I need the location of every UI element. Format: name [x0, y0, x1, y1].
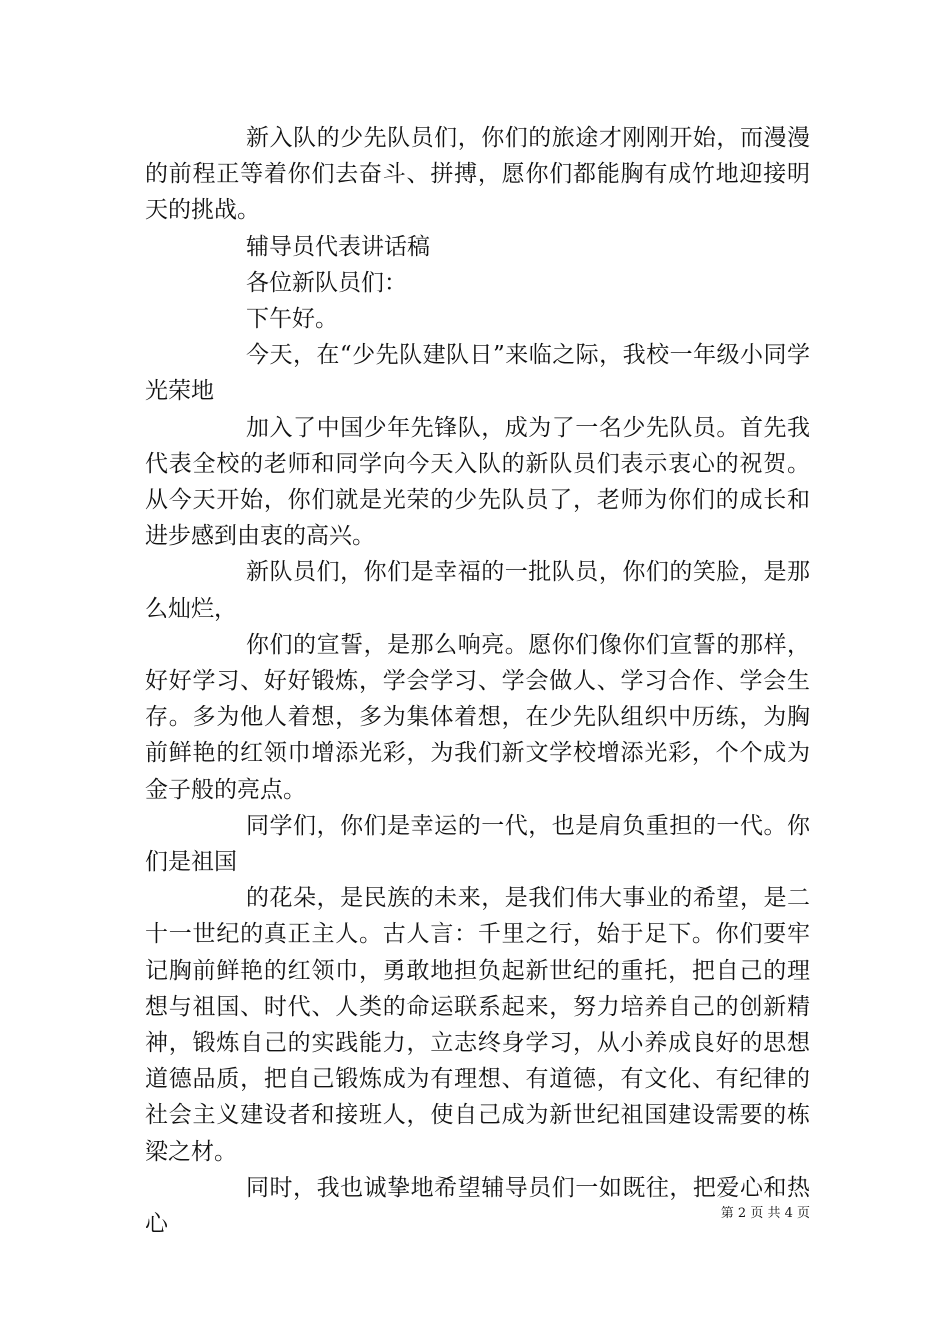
paragraph-counselors: 同时，我也诚挚地希望辅导员们一如既往，把爱心和热心: [145, 1174, 810, 1238]
greeting: 下午好。: [246, 306, 338, 333]
page-number-footer: 第 2 页 共 4 页: [720, 1206, 810, 1221]
paragraph-oath: 你们的宣誓，是那么响亮。愿你们像你们宣誓的那样，好好学习、好好锻炼，学会学习、学会做人、学习合作、学会生存。多为他人着想，多为集体着想，在少先队组织中历练，为胸前鲜艳的红领巾增添光彩，为我们新文学校增添光彩，个个成为金子般的亮点。: [145, 631, 810, 803]
paragraph-new-members: 新队员们，你们是幸福的一批队员，你们的笑脸，是那么灿烂，: [145, 559, 810, 622]
paragraph-closing-wish: 新入队的少先队员们，你们的旅途才刚刚开始，而漫漫的前程正等着你们去奋斗、拼搏，愿你们都能胸有成竹地迎接明天的挑战。: [145, 125, 810, 224]
document-body: [145, 120, 810, 1242]
speech-title: 辅导员代表讲话稿: [246, 233, 430, 260]
paragraph-generation: 同学们，你们是幸运的一代，也是肩负重担的一代。你们是祖国: [145, 812, 810, 876]
paragraph-intro: 今天，在“少先队建队日”来临之际，我校一年级小同学光荣地: [145, 342, 810, 405]
paragraph-congratulations: 加入了中国少年先锋队，成为了一名少先队员。首先我代表全校的老师和同学向今天入队的新队员们表示衷心的祝贺。从今天开始，你们就是光荣的少先队员了，老师为你们的成长和进步感到由衷的高兴。: [145, 414, 810, 550]
paragraph-future: 的花朵，是民族的未来，是我们伟大事业的希望，是二十一世纪的真正主人。古人言：千里之行，始于足下。你们要牢记胸前鲜艳的红领巾，勇敢地担负起新世纪的重托，把自己的理想与祖国、时代、人类的命运联系起来，努力培养自己的创新精神，锻炼自己的实践能力，立志终身学习，从小养成良好的思想道德品质，把自己锻炼成为有理想、有道德，有文化、有纪律的社会主义建设者和接班人，使自己成为新世纪祖国建设需要的栋梁之材。: [145, 885, 810, 1165]
salutation: 各位新队员们：: [246, 269, 407, 296]
